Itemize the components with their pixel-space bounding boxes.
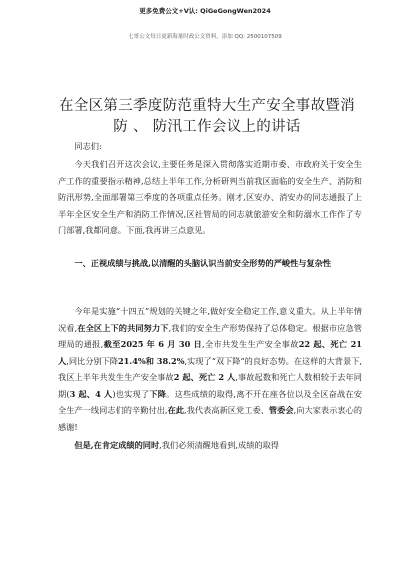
para2-l: 3 起、4 人 [69,388,113,399]
para3-b: 在肯定成绩的同时 [93,440,160,450]
para2-i: ,实现了“双下降”的良好态势。在这样的大背景下,我区上半年共发生生产安全事故 [58,355,362,382]
para2-k: ,事故起数和死亡人数相较于去年同期( [58,372,362,399]
para2-q: ,我代表高新区党工委、 [184,405,269,415]
para2-c: ,我们的安全生产形势保持了总体稳定。根据市应急管理局的通报, [58,322,362,349]
para2-n: 下降 [149,388,167,399]
paragraph-1-text: 今天我们召开这次会议,主要任务是深入贯彻落实近期市委、市政府关于安全生产工作的重要指示精神,总结上半年工作,分析研判当前我区面临的安全生产、消防和防汛形势,全面部署第三季度的各项重点任务。刚才,区安办、消安办的同志通报了上半年全区安全生产和消防工作情况,区社管局的同志就旅游安全和防溺水工作作了专门部署,我都同意。下面,我再讲三点意见。 [58,159,362,235]
para2-b: 在全区上下的共同努力下 [77,322,169,333]
para2-j: 2 起、死亡 2 人 [173,372,236,382]
para2-m: )也实现了 [112,388,150,399]
paragraph-1 [58,156,362,239]
sub-banner: 七哥公文每日更新海量时政公文资料，添加 QQ: 2500107509 [128,34,282,40]
para2-p: 在此 [167,405,185,415]
para2-a: 今年是实施“十四五”规划的关键之年,做好安全稳定工作,意义重大。从上半年情况看, [58,306,362,333]
para3-c: ,我们必须清醒地看到,成绩的取得 [159,440,279,450]
paragraph-3-text [58,437,362,454]
para2-h: 21.4%和 38.2% [117,355,185,366]
para2-d: 截至2025 年 6 月 30 日 [103,339,203,349]
section-1-heading-text: 一、正视成绩与挑战,以清醒的头脑认识当前安全形势的严峻性与复杂性 [74,258,332,268]
salutation [58,138,362,155]
para2-g: ,同比分别下降 [66,355,118,366]
document-title: 在全区第三季度防范重特大生产安全事故暨消防 、 防汛工作会议上的讲话 [59,98,355,135]
para3-a: 但是, [74,440,94,450]
paragraph-2-text [58,303,362,435]
para2-e: ,全市共发生生产安全事故 [202,339,299,349]
section-1-heading [58,255,362,272]
salutation-text: 同志们: [74,141,102,151]
paragraph-2 [58,303,362,435]
paragraph-3 [58,437,362,454]
para2-o: 。这些成绩的取得,离不开在座各位以及全区奋战在安全生产一线同志们的辛勤付出, [58,388,362,415]
para2-s: ,向大家表示衷心的感谢! [58,405,363,432]
top-banner: 更多免费公文+V认: QiGeGongWen2024 [139,7,271,15]
para2-f: 22 起、死亡 21 人 [58,339,362,366]
para2-r: 管委会 [268,405,294,415]
